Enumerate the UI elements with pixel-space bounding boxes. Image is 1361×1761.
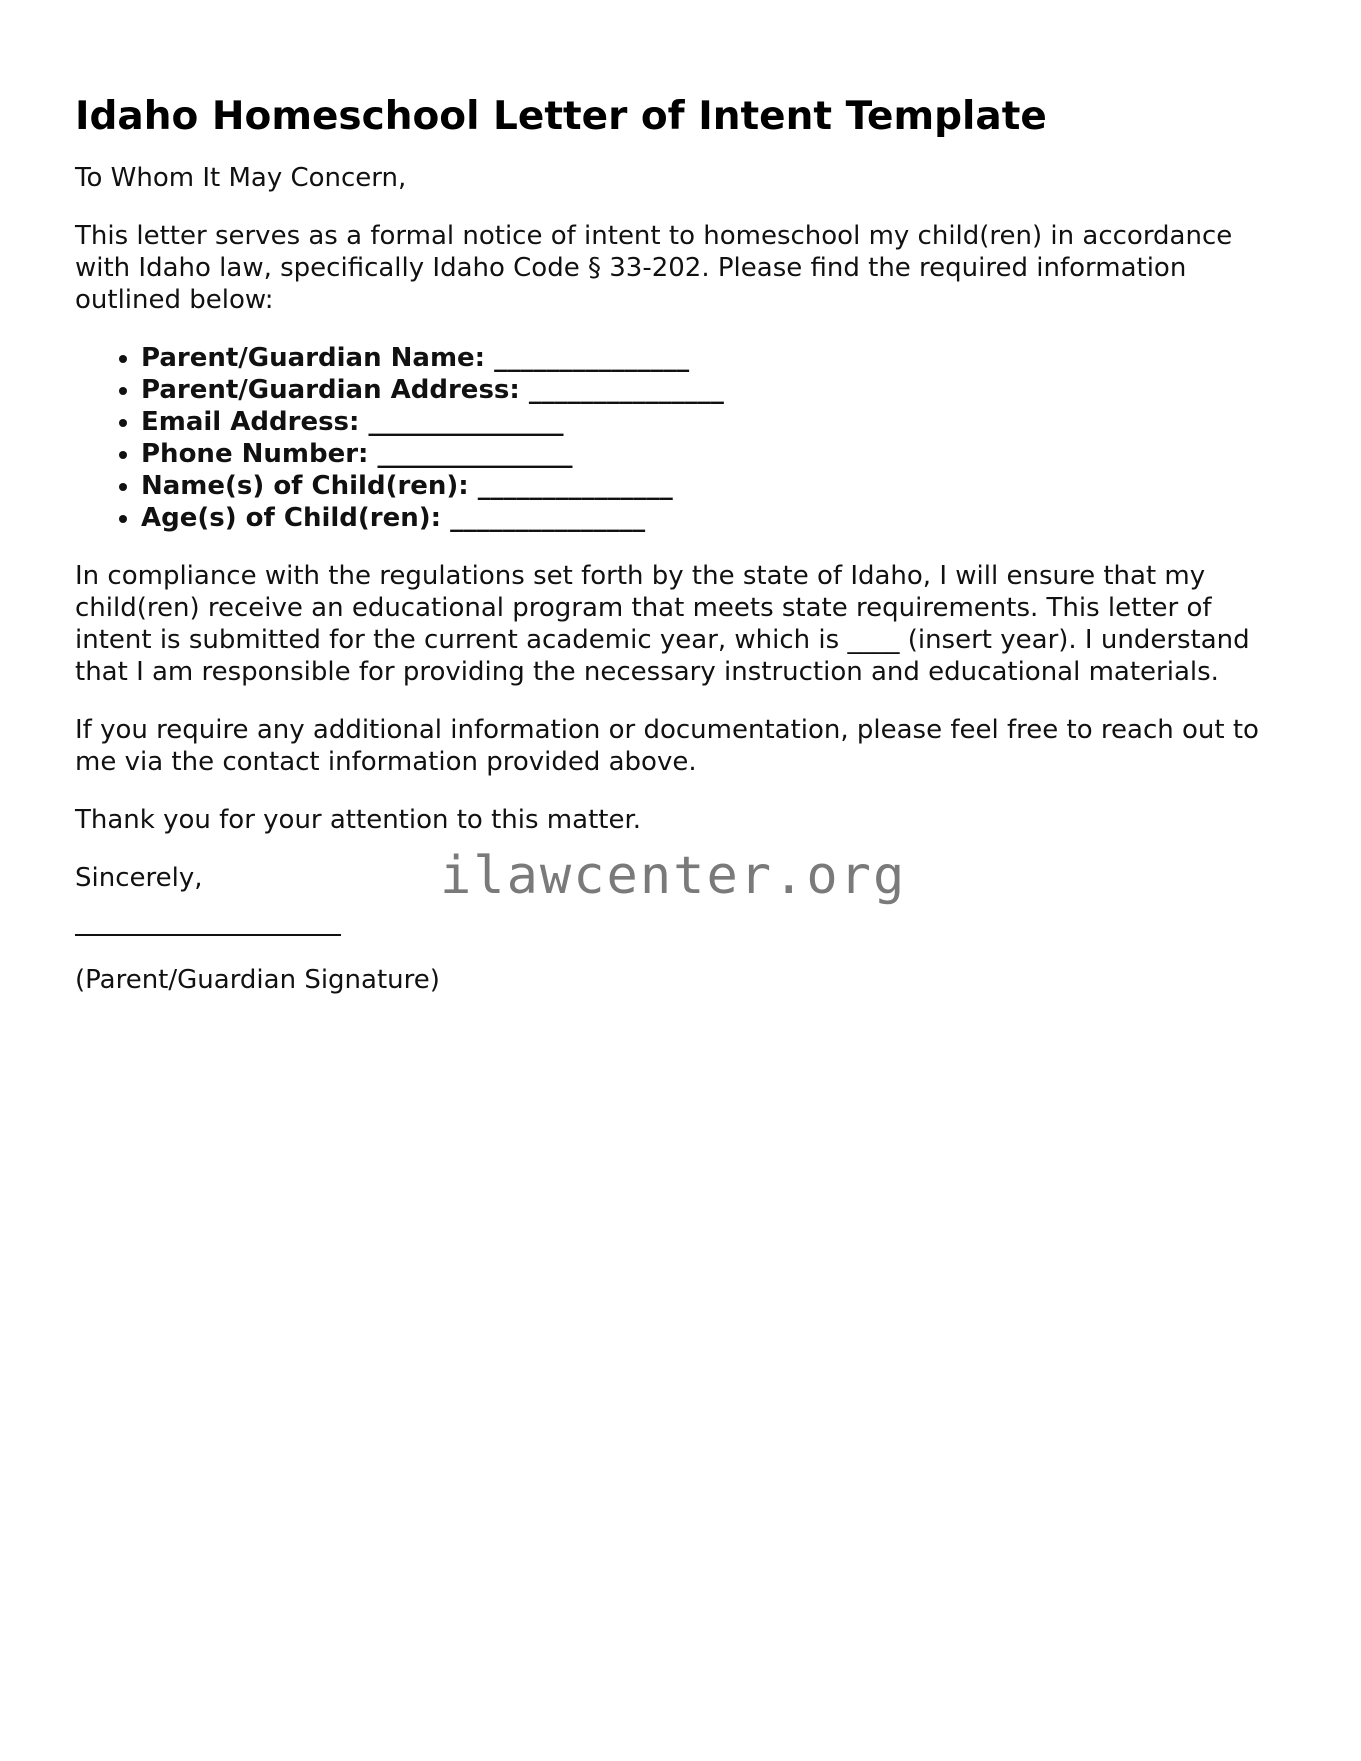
compliance-paragraph: In compliance with the regulations set forth by the state of Idaho, I will ensure that my child(ren) receive an educational program that meets state requirements. This letter of intent is submitted for the current academic year, which is ____ (insert year). I understand that I am responsible for providing the necessary instruction and educational materials. <box>75 561 1250 687</box>
signature-caption: (Parent/Guardian Signature) <box>75 965 440 995</box>
field-phone: • Phone Number: _______________ <box>141 438 1290 470</box>
field-email: • Email Address: _______________ <box>141 406 1290 438</box>
intro-paragraph: This letter serves as a formal notice of intent to homeschool my child(ren) in accordance with Idaho law, specifically Idaho Code § 33-202. Please find the required information outlined below: <box>75 221 1233 315</box>
document-title: Idaho Homeschool Letter of Intent Template <box>75 94 1047 139</box>
field-parent-name: • Parent/Guardian Name: _______________ <box>141 342 1290 374</box>
contact-paragraph: If you require any additional information or documentation, please feel free to reach out to me via the contact information provided above. <box>75 715 1259 777</box>
field-child-names: • Name(s) of Child(ren): _______________ <box>141 470 1290 502</box>
watermark: ilawcenter.org <box>440 846 907 906</box>
salutation: To Whom It May Concern, <box>75 163 407 193</box>
field-parent-address: • Parent/Guardian Address: _______________ <box>141 374 1290 406</box>
signature-line <box>75 934 341 936</box>
field-child-ages: • Age(s) of Child(ren): _______________ <box>141 502 1290 534</box>
closing-line: Sincerely, <box>75 863 203 893</box>
thanks-line: Thank you for your attention to this matter. <box>75 805 642 835</box>
required-info-list <box>75 342 1290 534</box>
